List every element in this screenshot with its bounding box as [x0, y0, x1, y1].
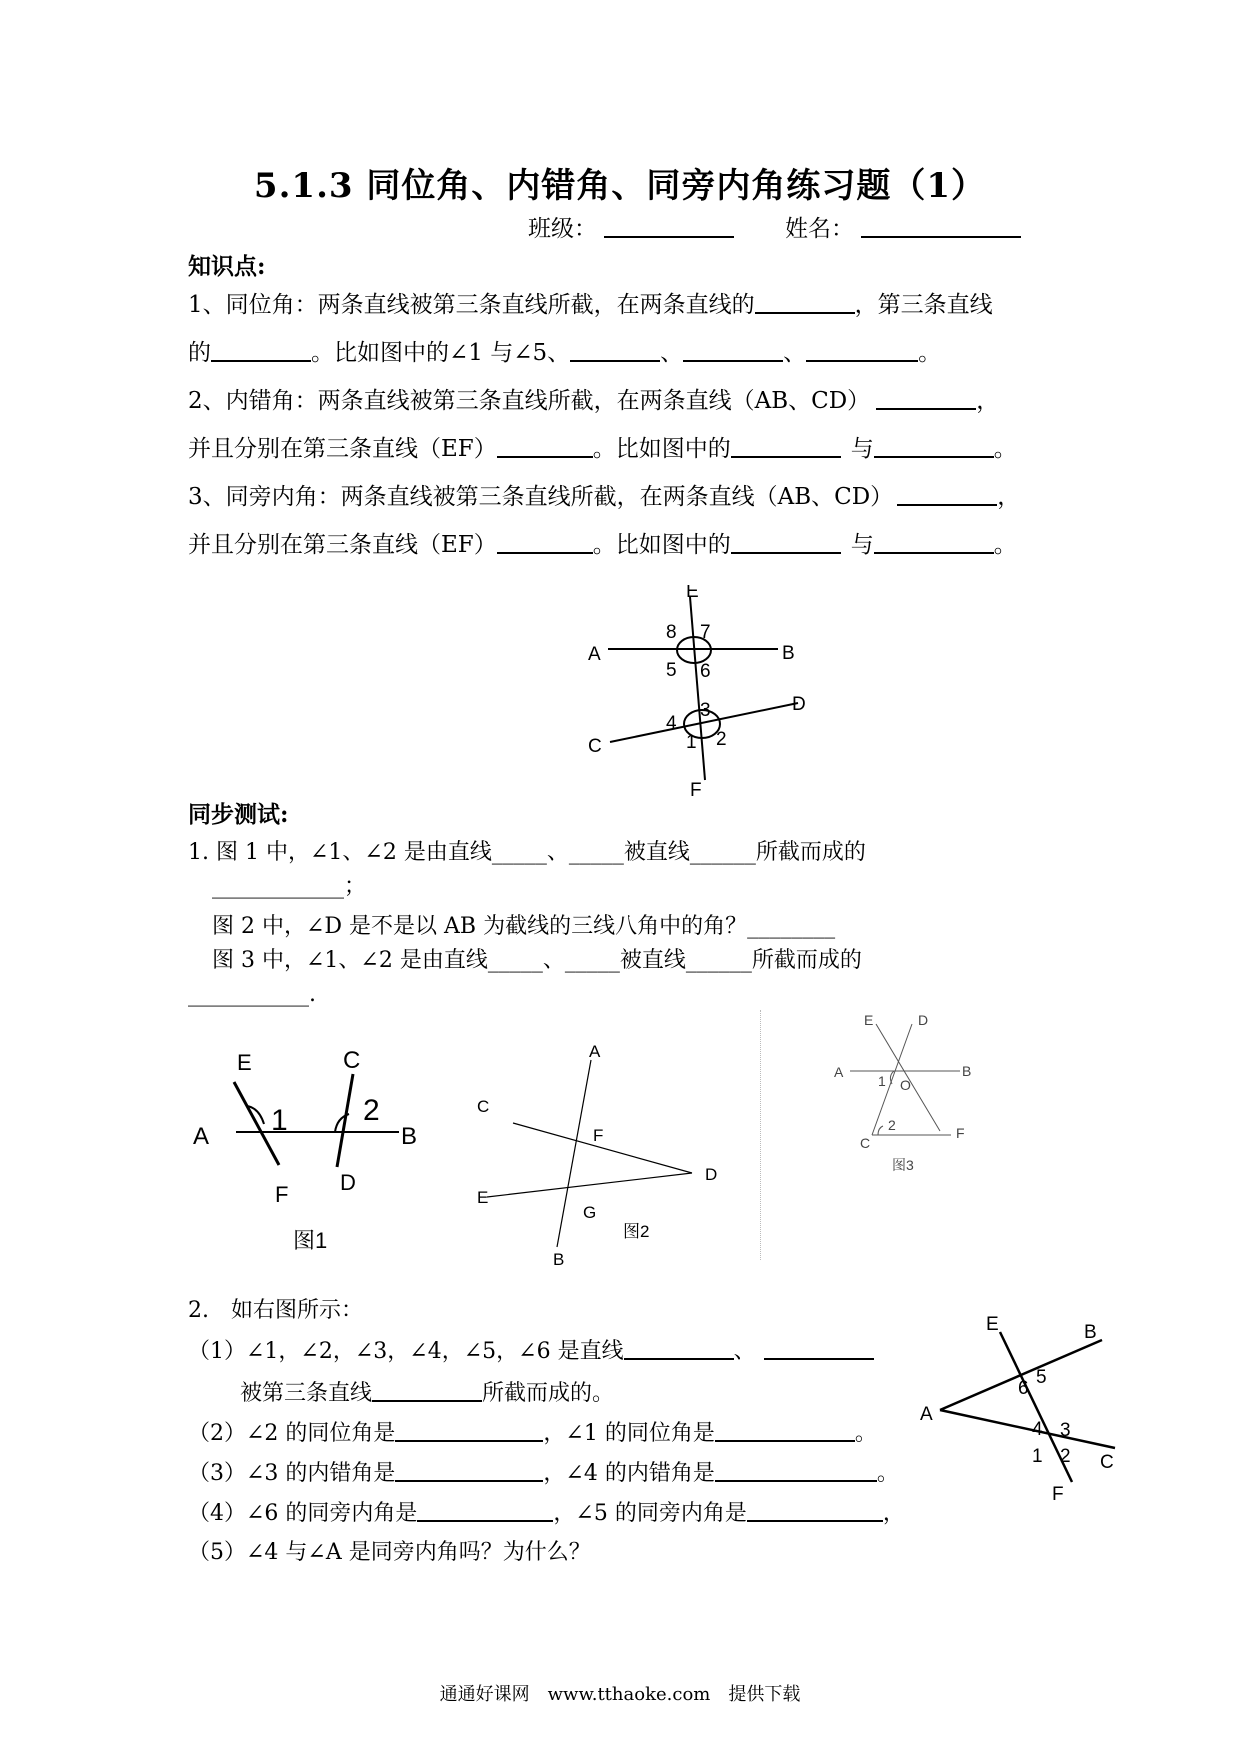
label-c: C — [343, 1047, 361, 1074]
angle-4: 4 — [666, 713, 677, 734]
angle-6: 6 — [700, 661, 711, 682]
angle-1: 1 — [878, 1073, 886, 1089]
label-e: E — [864, 1012, 874, 1028]
fill-blank[interactable] — [395, 1418, 543, 1442]
question-text: 被第三条直线 — [240, 1381, 373, 1406]
fill-blank[interactable] — [497, 434, 593, 458]
knowledge-text: 的 — [188, 340, 211, 366]
fill-blank[interactable] — [897, 482, 997, 506]
fill-blank[interactable] — [715, 1418, 855, 1442]
label-e: E — [237, 1050, 252, 1075]
figure-4 — [920, 1310, 1130, 1500]
angle-1: 1 — [271, 1104, 288, 1137]
angle-2: 2 — [363, 1094, 380, 1127]
knowledge-text: 。比如图中的 — [592, 532, 731, 558]
main-figure — [580, 585, 820, 805]
label-f: F — [275, 1182, 289, 1207]
label-f: F — [1052, 1484, 1064, 1500]
label-a: A — [588, 644, 601, 665]
question-text: 所截而成的。 — [482, 1381, 615, 1406]
separator: 。 — [876, 1461, 899, 1486]
separator: 。 — [993, 436, 1017, 462]
knowledge-text: 并且分别在第三条直线（EF） — [188, 532, 497, 558]
line-ac — [940, 1410, 1115, 1448]
knowledge-text: 。比如图中的∠1 与∠5、 — [311, 340, 571, 366]
fill-blank[interactable] — [395, 1458, 543, 1482]
q2-line-1 — [188, 1336, 874, 1367]
knowledge-line-6 — [188, 530, 1017, 560]
label-f: F — [956, 1125, 965, 1141]
label-a: A — [920, 1404, 933, 1425]
page-footer: 通通好课网 www.tthaoke.com 提供下载 — [439, 1684, 801, 1705]
angle-1: 1 — [686, 732, 697, 753]
q1-line-2: ____________； — [212, 874, 367, 899]
angle-2: 2 — [1060, 1446, 1071, 1467]
q1-line-1: 1. 图 1 中，∠1、∠2 是由直线_____、_____被直线______所截而成的 — [188, 840, 866, 865]
knowledge-heading: 知识点: — [188, 253, 266, 280]
label-d: D — [705, 1165, 718, 1184]
label-b: B — [553, 1250, 565, 1269]
q2-line-4 — [188, 1458, 899, 1489]
knowledge-text: 1、同位角：两条直线被第三条直线所截，在两条直线的 — [188, 292, 755, 318]
fill-blank[interactable] — [683, 338, 783, 362]
fill-blank[interactable] — [731, 434, 841, 458]
label-c: C — [588, 736, 602, 757]
figure-2 — [465, 1035, 755, 1275]
label-g: G — [583, 1203, 597, 1222]
knowledge-text: 3、同旁内角：两条直线被第三条直线所截，在两条直线（AB、CD） — [188, 484, 894, 510]
name-blank[interactable] — [861, 214, 1021, 238]
label-d: D — [918, 1012, 929, 1028]
class-label: 班级： — [528, 216, 597, 242]
fill-blank[interactable] — [764, 1336, 874, 1360]
label-o: O — [900, 1077, 911, 1093]
separator: 。 — [854, 1421, 877, 1446]
name-label: 姓名： — [784, 216, 854, 242]
separator: 与 — [850, 436, 874, 462]
label-b: B — [401, 1123, 418, 1150]
label-c: C — [860, 1135, 871, 1151]
separator: 。 — [918, 340, 942, 366]
angle-7: 7 — [700, 622, 711, 643]
knowledge-text: 并且分别在第三条直线（EF） — [188, 436, 497, 462]
student-info — [528, 214, 1021, 244]
separator: 、 — [733, 1339, 756, 1364]
label-e: E — [686, 585, 699, 602]
question-text: （3）∠3 的内错角是 — [188, 1461, 396, 1486]
fill-blank[interactable] — [715, 1458, 877, 1482]
fill-blank[interactable] — [570, 338, 660, 362]
q2-line-2 — [240, 1378, 614, 1409]
angle-1: 1 — [1032, 1446, 1043, 1467]
class-blank[interactable] — [604, 214, 734, 238]
line-ed — [487, 1173, 692, 1197]
label-e: E — [477, 1188, 489, 1207]
angle-5: 5 — [666, 660, 677, 681]
sync-heading: 同步测试: — [188, 801, 289, 828]
label-b: B — [962, 1063, 972, 1079]
separator: ， — [882, 1501, 905, 1526]
knowledge-line-1 — [188, 290, 993, 320]
angle-4: 4 — [1032, 1419, 1043, 1440]
question-text: （1）∠1，∠2，∠3，∠4，∠5，∠6 是直线 — [188, 1339, 624, 1364]
separator: ， — [976, 388, 1000, 414]
label-a: A — [589, 1042, 601, 1061]
separator: 。 — [993, 532, 1017, 558]
separator: 与 — [850, 532, 874, 558]
label-d: D — [340, 1170, 356, 1195]
separator: ， — [997, 484, 1021, 510]
page-title: 5.1.3 同位角、内错角、同旁内角练习题（1） — [253, 166, 987, 206]
question-text: ，∠1 的同位角是 — [543, 1421, 715, 1446]
fill-blank[interactable] — [874, 530, 994, 554]
q2-line-6: （5）∠4 与∠A 是同旁内角吗？为什么？ — [188, 1540, 591, 1565]
figure-1 — [185, 1030, 435, 1260]
label-d: D — [792, 694, 806, 715]
angle-2: 2 — [888, 1117, 896, 1133]
question-text: ，∠4 的内错角是 — [543, 1461, 715, 1486]
separator: 、 — [783, 340, 807, 366]
knowledge-line-3 — [188, 386, 999, 416]
question-text: （2）∠2 的同位角是 — [188, 1421, 396, 1446]
figure-caption: 图1 — [293, 1228, 328, 1253]
q2-intro: 2. 如右图所示： — [188, 1298, 363, 1323]
knowledge-line-2 — [188, 338, 941, 368]
angle-2: 2 — [716, 729, 727, 750]
knowledge-text: 2、内错角：两条直线被第三条直线所截，在两条直线（AB、CD） — [188, 388, 871, 414]
knowledge-text: 。比如图中的 — [592, 436, 731, 462]
angle-5: 5 — [1036, 1367, 1047, 1388]
knowledge-text: ，第三条直线 — [854, 292, 993, 318]
fill-blank[interactable] — [417, 1498, 553, 1522]
separator: 、 — [660, 340, 684, 366]
label-b: B — [1084, 1322, 1097, 1343]
fill-blank[interactable] — [876, 386, 976, 410]
knowledge-line-4 — [188, 434, 1017, 464]
label-a: A — [193, 1123, 210, 1150]
fill-blank[interactable] — [731, 530, 841, 554]
fill-blank[interactable] — [624, 1336, 734, 1360]
label-f: F — [690, 780, 702, 801]
q2-line-5 — [188, 1498, 905, 1529]
label-f: F — [593, 1126, 604, 1145]
q1-line-4: 图 3 中，∠1、∠2 是由直线_____、_____被直线______所截而成的 — [212, 948, 862, 973]
q1-line-5: ___________. — [188, 982, 316, 1007]
question-text: （4）∠6 的同旁内角是 — [188, 1501, 418, 1526]
fill-blank[interactable] — [211, 338, 311, 362]
fill-blank[interactable] — [372, 1378, 482, 1402]
label-c: C — [477, 1097, 490, 1116]
label-c: C — [1100, 1452, 1114, 1473]
figure-3 — [820, 1010, 990, 1190]
angle-3: 3 — [1060, 1420, 1071, 1441]
fill-blank[interactable] — [497, 530, 593, 554]
figure-divider — [760, 1010, 761, 1260]
label-b: B — [782, 643, 795, 664]
angle-arc-2 — [878, 1126, 883, 1135]
fill-blank[interactable] — [755, 290, 855, 314]
figure-caption: 图2 — [623, 1222, 650, 1241]
q1-line-3: 图 2 中，∠D 是不是以 AB 为截线的三线八角中的角？________ — [212, 914, 836, 939]
figure-caption: 图3 — [892, 1157, 914, 1173]
fill-blank[interactable] — [806, 338, 918, 362]
angle-3: 3 — [700, 700, 711, 721]
fill-blank[interactable] — [747, 1498, 883, 1522]
label-a: A — [834, 1064, 844, 1080]
knowledge-line-5 — [188, 482, 1020, 512]
q2-line-3 — [188, 1418, 877, 1449]
question-text: ，∠5 的同旁内角是 — [553, 1501, 747, 1526]
label-e: E — [986, 1314, 999, 1335]
fill-blank[interactable] — [874, 434, 994, 458]
angle-6: 6 — [1018, 1378, 1029, 1399]
angle-8: 8 — [666, 622, 677, 643]
